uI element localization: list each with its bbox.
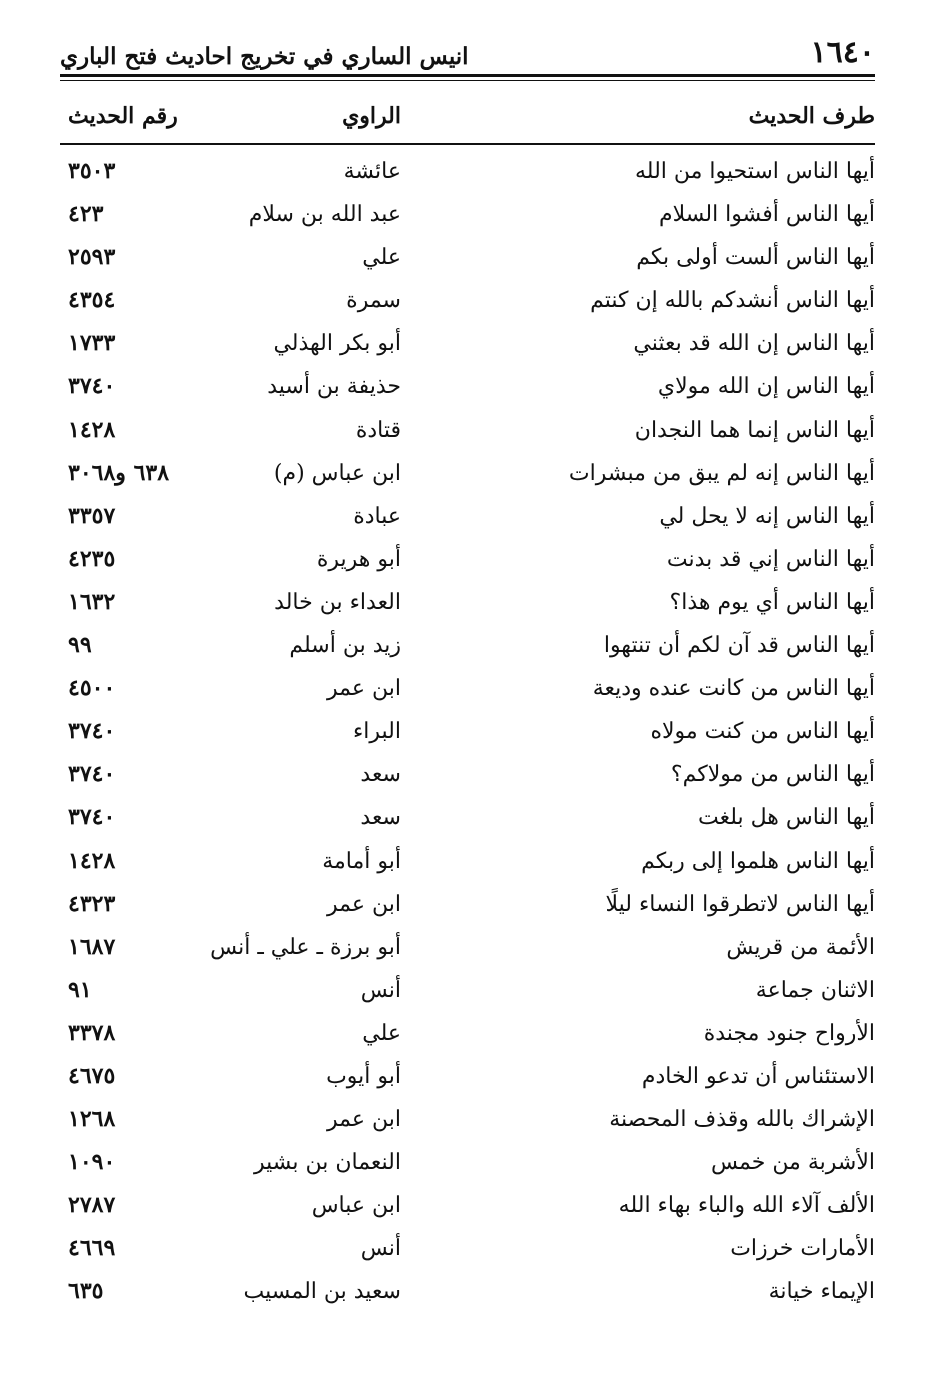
table-row — [60, 1227, 875, 1270]
table-row — [60, 1098, 875, 1141]
number-cell: ١٦٨٧ — [68, 933, 116, 960]
hadith-cell: أيها الناس قد آن لكم أن تنتهوا — [603, 633, 875, 659]
hadith-cell: أيها الناس إني قد بدنت — [666, 546, 875, 572]
number-cell: ٤٢٣ — [68, 201, 104, 228]
table-header — [60, 96, 875, 136]
narrator-cell: أبو أمامة — [322, 848, 401, 874]
narrator-cell: ابن عباس — [311, 1193, 401, 1219]
number-cell: ٣٥٠٣ — [68, 158, 116, 184]
header-rule-thick — [60, 74, 875, 77]
hadith-cell: الألف آلاء الله والباء بهاء الله — [618, 1193, 875, 1219]
number-cell: ٤٦٧٥ — [68, 1062, 116, 1089]
table-row — [60, 150, 875, 193]
narrator-cell: عبد الله بن سلام — [248, 202, 401, 228]
narrator-cell: سعيد بن المسيب — [243, 1279, 401, 1305]
number-cell: ٣٣٥٧ — [68, 502, 116, 529]
narrator-cell: أنس — [360, 977, 401, 1003]
hadith-cell: أيها الناس أنشدكم بالله إن كنتم — [590, 288, 875, 314]
number-cell: ١٢٦٨ — [68, 1106, 116, 1133]
table-row — [60, 581, 875, 624]
number-cell: ٣٧٤٠ — [68, 718, 116, 745]
number-cell: ١٤٢٨ — [68, 416, 116, 443]
number-cell: ٣٧٤٠ — [68, 761, 116, 788]
hadith-cell: أيها الناس إن الله قد بعثني — [633, 331, 875, 357]
table-row — [60, 1055, 875, 1098]
hadith-cell: أيها الناس إنه لا يحل لي — [659, 503, 875, 529]
table-row — [60, 1184, 875, 1227]
narrator-cell: أنس — [360, 1236, 401, 1262]
header-number: رقم الحديث — [68, 103, 178, 129]
table-row — [60, 1270, 875, 1313]
narrator-cell: ابن عباس (م) — [273, 460, 401, 486]
narrator-cell: أبو أيوب — [326, 1063, 401, 1089]
table-row — [60, 667, 875, 710]
hadith-cell: أيها الناس لاتطرقوا النساء ليلًا — [605, 891, 875, 917]
table-row — [60, 1012, 875, 1055]
number-cell: ١٧٣٣ — [68, 330, 116, 357]
narrator-cell: علي — [362, 245, 401, 271]
hadith-cell: أيها الناس من مولاكم؟ — [670, 762, 875, 788]
narrator-cell: أبو بكر الهذلي — [273, 331, 401, 357]
narrator-cell: عبادة — [353, 503, 401, 529]
narrator-cell: سمرة — [346, 288, 401, 314]
number-cell: ٣٧٤٠ — [68, 804, 116, 831]
table-row — [60, 495, 875, 538]
table-row — [60, 796, 875, 839]
number-cell: ٩١ — [68, 976, 92, 1003]
hadith-cell: أيها الناس استحيوا من الله — [635, 159, 875, 184]
narrator-cell: زيد بن أسلم — [289, 633, 401, 659]
number-cell: ٤٣٥٤ — [68, 287, 116, 314]
table-row — [60, 409, 875, 452]
book-title: انيس الساري في تخريج احاديث فتح الباري — [60, 43, 469, 70]
hadith-cell: الأرواح جنود مجندة — [703, 1020, 875, 1046]
number-cell: ١٤٢٨ — [68, 847, 116, 874]
narrator-cell: علي — [362, 1020, 401, 1046]
number-cell: ٦٣٥ — [68, 1278, 104, 1305]
table-row — [60, 279, 875, 322]
table-row — [60, 624, 875, 667]
narrator-cell: قتادة — [355, 417, 401, 443]
number-cell: ٤٢٣٥ — [68, 545, 116, 572]
number-cell: ٤٥٠٠ — [68, 675, 116, 702]
narrator-cell: سعد — [360, 805, 401, 831]
number-cell: ١٦٣٢ — [68, 588, 116, 615]
table-row — [60, 926, 875, 969]
hadith-cell: أيها الناس من كنت مولاه — [650, 719, 875, 745]
narrator-cell: حذيفة بن أسيد — [267, 374, 401, 400]
hadith-cell: أيها الناس هلموا إلى ربكم — [641, 848, 875, 874]
hadith-cell: أيها الناس إنما هما النجدان — [634, 417, 875, 443]
table-row — [60, 840, 875, 883]
narrator-cell: ابن عمر — [327, 676, 401, 702]
narrator-cell: أبو برزة ـ علي ـ أنس — [210, 934, 401, 960]
table-row — [60, 236, 875, 279]
hadith-cell: أيها الناس هل بلغت — [698, 805, 875, 831]
hadith-cell: أيها الناس من كانت عنده وديعة — [592, 676, 875, 702]
hadith-cell: الأشربة من خمس — [710, 1150, 875, 1176]
header-rule-thin — [60, 80, 875, 81]
hadith-cell: الأئمة من قريش — [726, 934, 875, 960]
table-row — [60, 710, 875, 753]
table-row — [60, 365, 875, 408]
narrator-cell: عائشة — [343, 159, 401, 184]
hadith-cell: الاستئناس أن تدعو الخادم — [641, 1063, 875, 1089]
narrator-cell: النعمان بن بشير — [253, 1150, 401, 1176]
narrator-cell: ابن عمر — [327, 1107, 401, 1133]
number-cell: ٢٥٩٣ — [68, 244, 116, 271]
table-row — [60, 322, 875, 365]
table-header-rule — [60, 143, 875, 145]
number-cell: ٩٩ — [68, 632, 92, 659]
number-cell: ٣٣٧٨ — [68, 1019, 116, 1046]
narrator-cell: سعد — [360, 762, 401, 788]
number-cell: ٤٦٦٩ — [68, 1235, 116, 1262]
table-row — [60, 538, 875, 581]
narrator-cell: أبو هريرة — [316, 546, 401, 572]
narrator-cell: ابن عمر — [327, 891, 401, 917]
hadith-cell: أيها الناس أفشوا السلام — [659, 202, 875, 228]
hadith-cell: الإيماء خيانة — [768, 1279, 875, 1305]
hadith-cell: أيها الناس ألست أولى بكم — [636, 245, 875, 271]
hadith-cell: أيها الناس إنه لم يبق من مبشرات — [568, 460, 875, 486]
header-narrator: الراوي — [342, 103, 401, 129]
header-hadith: طرف الحديث — [748, 103, 875, 129]
hadith-cell: أيها الناس إن الله مولاي — [657, 374, 875, 400]
table-body — [60, 150, 875, 1314]
table-row — [60, 969, 875, 1012]
hadith-cell: الإشراك بالله وقذف المحصنة — [609, 1107, 875, 1133]
number-cell: ٣٧٤٠ — [68, 373, 116, 400]
table-row — [60, 1141, 875, 1184]
hadith-cell: الأمارات خرزات — [730, 1236, 875, 1262]
number-cell: ٤٣٢٣ — [68, 890, 116, 917]
hadith-cell: الاثنان جماعة — [755, 977, 875, 1003]
table-row — [60, 193, 875, 236]
number-cell: ٢٧٨٧ — [68, 1192, 116, 1219]
table-row — [60, 883, 875, 926]
narrator-cell: البراء — [352, 719, 401, 745]
running-head — [60, 30, 875, 70]
page-number: ١٦٤٠ — [810, 35, 875, 70]
narrator-cell: العداء بن خالد — [274, 589, 401, 615]
hadith-cell: أيها الناس أي يوم هذا؟ — [669, 589, 875, 615]
number-cell: ٦٣٨ و٣٠٦٨ — [68, 459, 170, 486]
table-row — [60, 753, 875, 796]
table-row — [60, 452, 875, 495]
number-cell: ١٠٩٠ — [68, 1149, 116, 1176]
